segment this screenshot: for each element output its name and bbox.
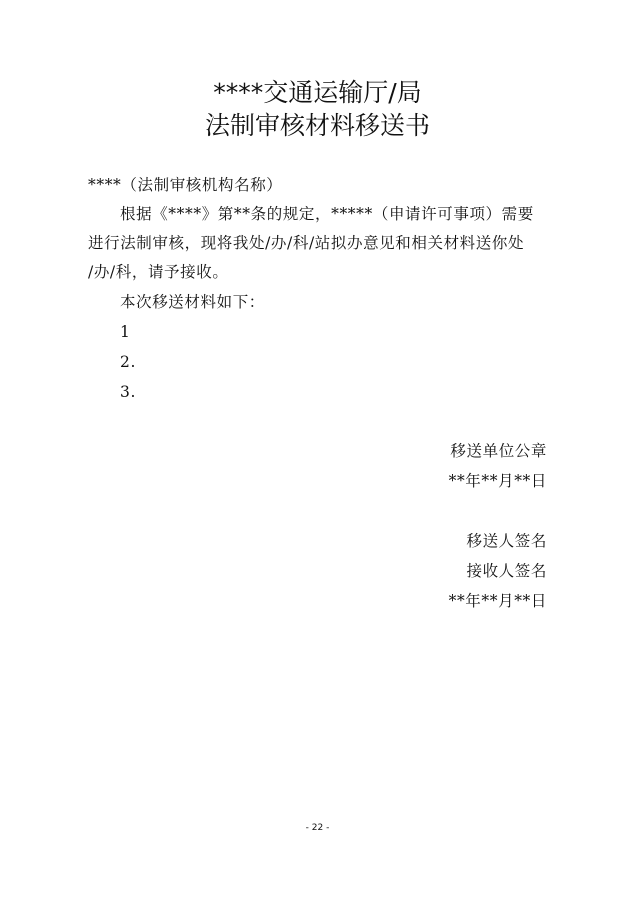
date-line-2: **年**月**日 [448,592,547,610]
list-item-1: 1 [120,323,131,341]
paragraph-line-1: 根据《****》第**条的规定，*****（申请许可事项）需要 [120,205,534,223]
receiver-signature-label: 接收人签名 [466,562,547,580]
list-item-2: 2. [120,353,136,371]
date-line-1: **年**月**日 [448,472,547,490]
list-item-3: 3. [120,383,136,401]
document-title-line2: 法制审核材料移送书 [204,111,430,140]
paragraph-line-3: /办/科，请予接收。 [88,263,229,281]
sender-signature-label: 移送人签名 [466,532,547,550]
sender-seal-label: 移送单位公章 [450,442,547,460]
paragraph-line-2: 进行法制审核，现将我处/办/科/站拟办意见和相关材料送你处 [88,234,525,252]
addressee-line: ****（法制审核机构名称） [88,176,283,194]
list-intro: 本次移送材料如下： [120,293,265,311]
page-number: - 22 - [305,823,330,833]
document-title-line1: ****交通运输厅/局 [213,78,422,107]
